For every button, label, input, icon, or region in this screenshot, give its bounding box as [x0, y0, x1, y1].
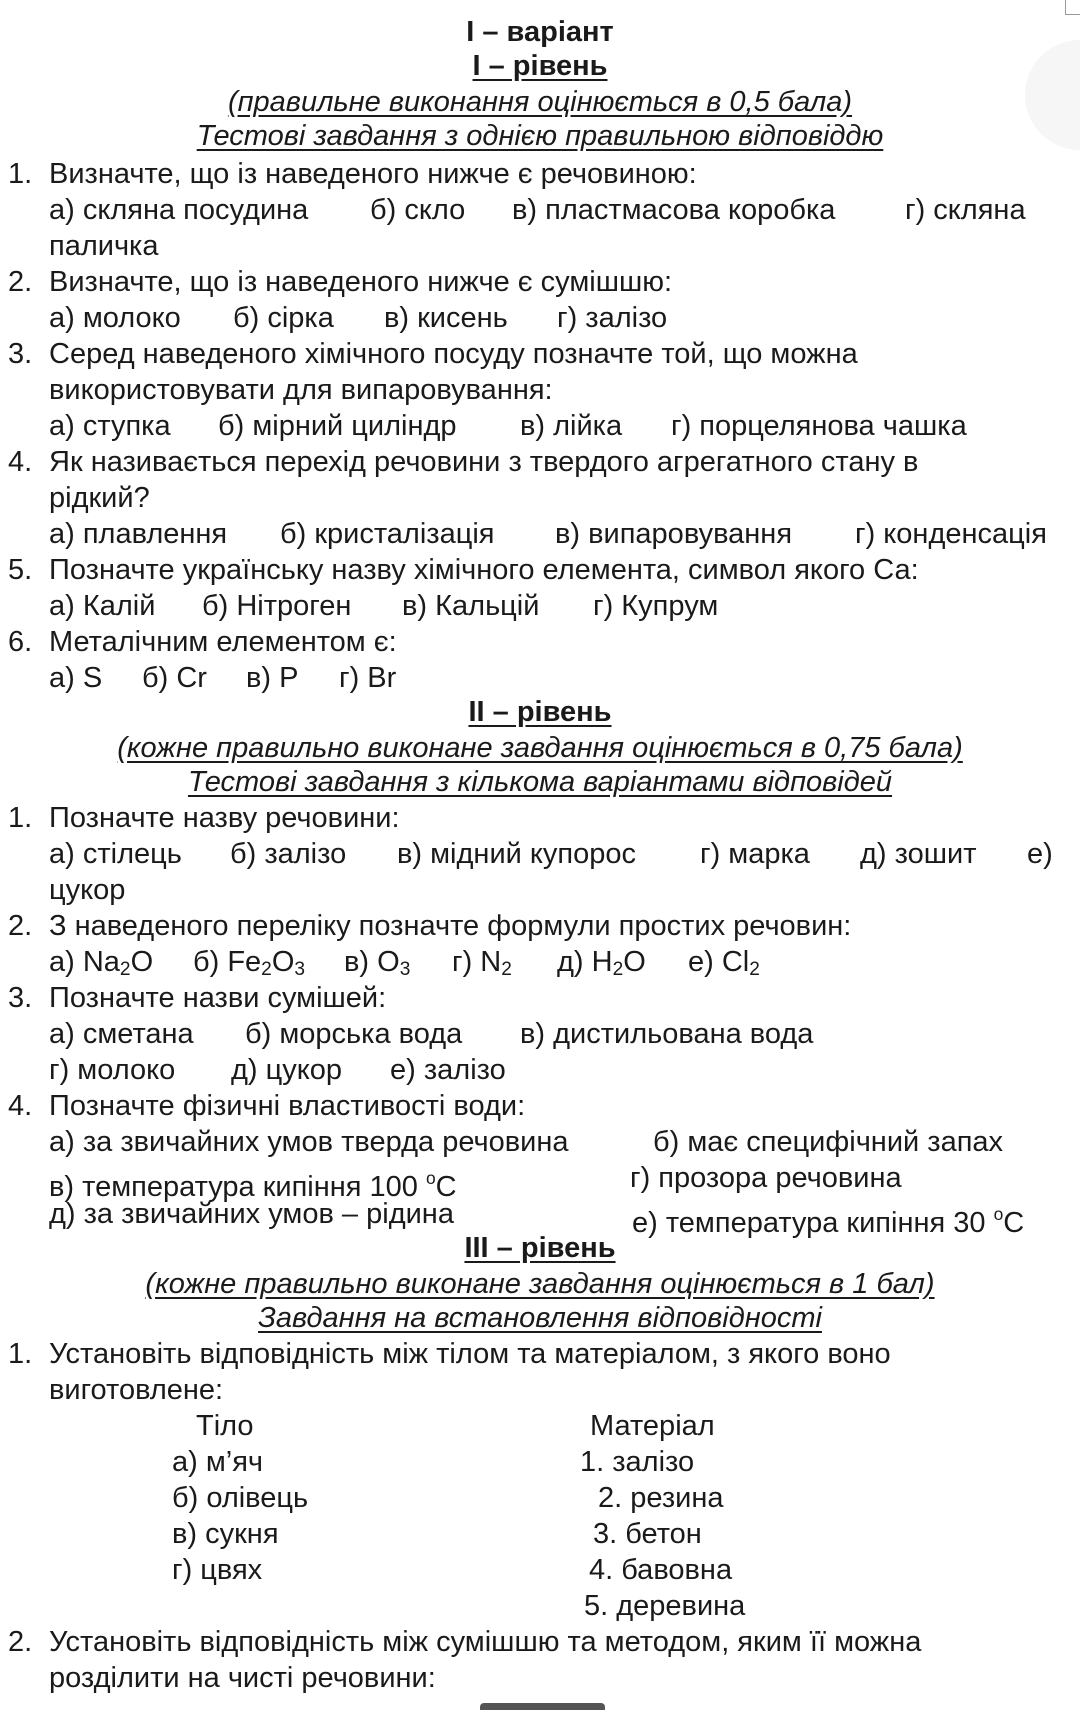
- option: е): [1027, 838, 1053, 870]
- option: а) S: [49, 662, 103, 694]
- option: б) сірка: [233, 302, 334, 334]
- formula-option: [452, 944, 512, 988]
- match-material: 3. бетон: [593, 1518, 702, 1550]
- option: б) морська вода: [245, 1018, 463, 1050]
- question-text: Установіть відповідність між тілом та матеріалом, з якого воно: [49, 1338, 891, 1370]
- formula-option: [557, 944, 646, 988]
- page-corner-mark: [1065, 0, 1080, 15]
- question-text-cont: використовувати для випаровування:: [49, 374, 553, 406]
- option: б) має специфічний запах: [653, 1126, 1004, 1158]
- unit: С: [1003, 1207, 1025, 1240]
- option: б) залізо: [230, 838, 347, 870]
- option: д) зошит: [860, 838, 977, 870]
- option: в) лійка: [520, 410, 623, 442]
- question-number: 4.: [8, 446, 33, 478]
- option: в) кисень: [384, 302, 508, 334]
- variant-title: І – варіант: [466, 16, 614, 48]
- level1-note: (правильне виконання оцінюється в 0,5 бала): [227, 86, 853, 118]
- formula-e-main: е) Cl: [688, 946, 750, 978]
- option: а) за звичайних умов тверда речовина: [49, 1126, 569, 1158]
- question-text: Установіть відповідність між сумішшю та методом, яким її можна: [49, 1626, 922, 1658]
- question-number: 4.: [8, 1090, 33, 1122]
- question-number: 2.: [8, 266, 33, 298]
- question-number: 2.: [8, 1626, 33, 1658]
- match-material: 1. залізо: [580, 1446, 695, 1478]
- level2-title: ІІ – рівень: [468, 696, 612, 728]
- question-number: 6.: [8, 626, 33, 658]
- option: г) молоко: [49, 1054, 176, 1086]
- match-item: в) сукня: [172, 1518, 279, 1550]
- option: а) плавлення: [49, 518, 228, 550]
- option: г) прозора речовина: [630, 1162, 902, 1194]
- option: д) за звичайних умов – рідина: [49, 1198, 454, 1230]
- level3-title: ІІІ – рівень: [464, 1232, 616, 1264]
- question-text: З наведеного переліку позначте формули простих речовин:: [49, 910, 852, 942]
- question-text: Серед наведеного хімічного посуду позначте той, що можна: [49, 338, 858, 370]
- question-text: Позначте фізичні властивості води:: [49, 1090, 526, 1122]
- formula-b-mid: O: [271, 946, 295, 978]
- level2-type: Тестові завдання з кількома варіантами відповідей: [187, 766, 893, 798]
- question-text-cont: розділити на чисті речовини:: [49, 1662, 436, 1694]
- question-text: Позначте українську назву хімічного елемента, символ якого Са:: [49, 554, 919, 586]
- column-header-body: Тіло: [196, 1410, 254, 1442]
- formula-a-sub: 2: [119, 958, 131, 980]
- option: г) скляна: [905, 194, 1026, 226]
- level3-note: (кожне правильно виконане завдання оцінюється в 1 бал): [145, 1268, 935, 1300]
- option: а) сметана: [49, 1018, 194, 1050]
- option: г) Купрум: [593, 590, 719, 622]
- option: в) мідний купорос: [397, 838, 636, 870]
- question-number: 2.: [8, 910, 33, 942]
- formula-v-sub: 3: [399, 958, 411, 980]
- level1-type: Тестові завдання з однією правильною відповіддю: [196, 120, 884, 152]
- option: в) P: [246, 662, 299, 694]
- option: в) пластмасова коробка: [512, 194, 836, 226]
- option-wrap: цукор: [49, 874, 126, 906]
- question-text-cont: виготовлене:: [49, 1374, 224, 1406]
- formula-d-main: д) H: [557, 946, 613, 978]
- degree-sign: о: [993, 1204, 1004, 1224]
- match-item: б) олівець: [172, 1482, 309, 1514]
- formula-d-sub: 2: [612, 958, 624, 980]
- question-text: Визначте, що із наведеного нижче є речовиною:: [49, 158, 697, 190]
- question-text: Позначте назви сумішей:: [49, 982, 387, 1014]
- option: а) стілець: [49, 838, 182, 870]
- formula-option: [688, 944, 760, 988]
- option: г) Br: [339, 662, 397, 694]
- degree-sign: о: [425, 1168, 436, 1188]
- formula-g-sub: 2: [501, 958, 512, 980]
- option: а) скляна посудина: [49, 194, 309, 226]
- question-text: Як називається перехід речовини з твердого агрегатного стану в: [49, 446, 919, 478]
- option: е) залізо: [390, 1054, 506, 1086]
- question-text-cont: рідкий?: [49, 482, 150, 514]
- question-text: Позначте назву речовини:: [49, 802, 400, 834]
- option: б) Cr: [142, 662, 207, 694]
- match-material: 2. резина: [598, 1482, 724, 1514]
- question-number: 1.: [8, 158, 33, 190]
- formula-a-post: O: [130, 946, 154, 978]
- question-text: Металічним елементом є:: [49, 626, 397, 658]
- option: г) порцелянова чашка: [671, 410, 967, 442]
- question-number: 5.: [8, 554, 33, 586]
- match-item: г) цвях: [172, 1554, 263, 1586]
- formula-b-sub2: 3: [294, 958, 306, 980]
- level1-title: І – рівень: [472, 50, 608, 82]
- option-wrap: паличка: [49, 230, 159, 262]
- question-text: Визначте, що із наведеного нижче є сумішшю:: [49, 266, 673, 298]
- column-header-material: Матеріал: [590, 1410, 715, 1442]
- question-number: 3.: [8, 338, 33, 370]
- level2-note: (кожне правильно виконане завдання оцінюється в 0,75 бала): [117, 732, 963, 764]
- option: г) конденсація: [855, 518, 1047, 550]
- option: б) кристалізація: [280, 518, 495, 550]
- option: б) Нітроген: [202, 590, 352, 622]
- option-text: е) температура кипіння 30: [632, 1207, 994, 1240]
- option: г) марка: [700, 838, 810, 870]
- option: в) випаровування: [555, 518, 793, 550]
- option: а) ступка: [49, 410, 171, 442]
- option: б) скло: [370, 194, 466, 226]
- formula-b-sub1: 2: [261, 958, 272, 980]
- option-text: в) температура кипіння 100: [49, 1171, 426, 1204]
- option: а) молоко: [49, 302, 181, 334]
- option: д) цукор: [231, 1054, 343, 1086]
- match-material: 5. деревина: [584, 1590, 746, 1622]
- level3-type: Завдання на встановлення відповідності: [258, 1302, 822, 1334]
- option: а) Калій: [49, 590, 156, 622]
- formula-v-main: в) O: [344, 946, 400, 978]
- question-number: 1.: [8, 1338, 33, 1370]
- formula-d-post: O: [623, 946, 646, 978]
- question-number: 3.: [8, 982, 33, 1014]
- option: в) Кальцій: [402, 590, 540, 622]
- option: г) залізо: [557, 302, 668, 334]
- unit: С: [435, 1171, 457, 1204]
- question-number: 1.: [8, 802, 33, 834]
- formula-a-main: а) Na: [49, 946, 120, 978]
- match-material: 4. бавовна: [589, 1554, 733, 1586]
- scroll-handle[interactable]: [480, 1703, 605, 1710]
- option: б) мірний циліндр: [218, 410, 457, 442]
- formula-g-main: г) N: [452, 946, 502, 978]
- formula-b-main: б) Fe: [193, 946, 262, 978]
- match-item: а) м’яч: [172, 1446, 264, 1478]
- option: в) дистильована вода: [520, 1018, 814, 1050]
- formula-e-sub: 2: [749, 958, 760, 980]
